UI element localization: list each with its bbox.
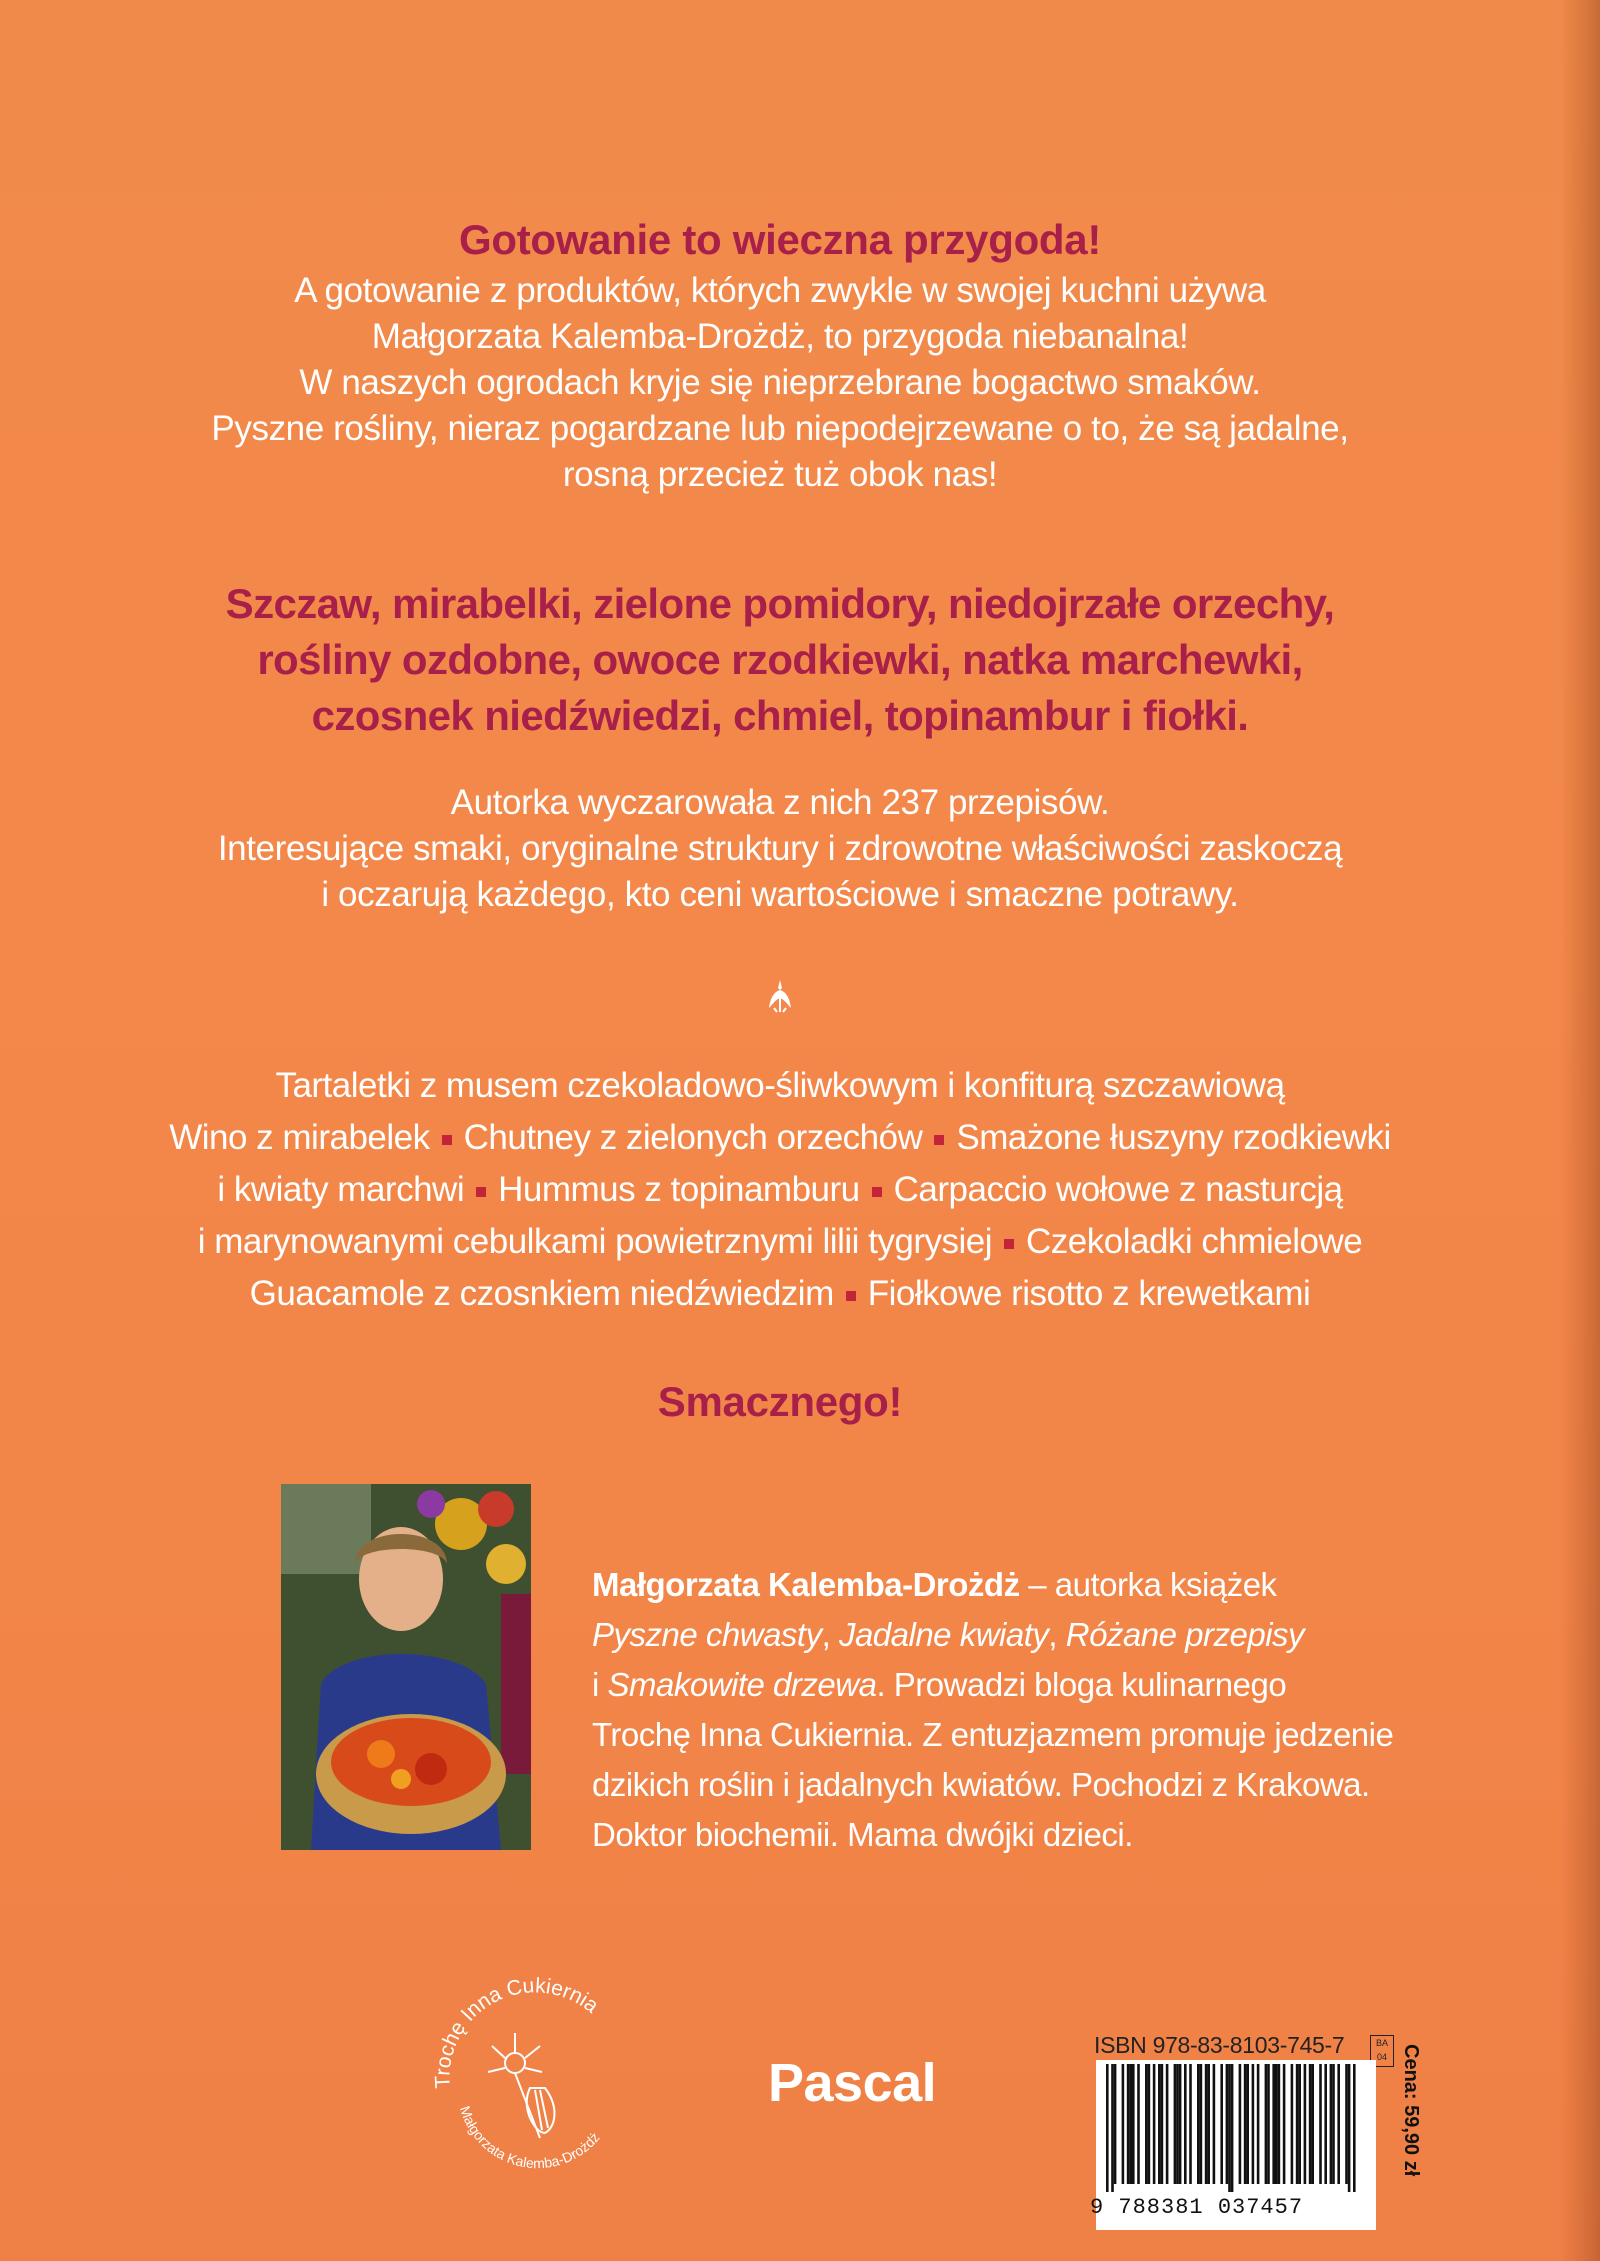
isbn-label: ISBN 978-83-8103-745-7 bbox=[1094, 2032, 1345, 2058]
blog-logo bbox=[420, 1958, 650, 2188]
barcode-bar bbox=[1332, 2064, 1335, 2184]
intro-line: Pyszne rośliny, nieraz pogardzane lub niepodejrzewane o to, że są jadalne, bbox=[211, 409, 1349, 448]
barcode-bar bbox=[1252, 2064, 1255, 2184]
barcode-bar bbox=[1257, 2064, 1260, 2184]
barcode-bar bbox=[1220, 2064, 1223, 2184]
barcode-bar bbox=[1226, 2064, 1229, 2184]
summary-paragraph bbox=[0, 780, 1560, 918]
barcode-bar bbox=[1166, 2064, 1169, 2184]
author-photo bbox=[281, 1484, 531, 1850]
recipe-item: Tartaletki z musem czekoladowo-śliwkowym i konfiturą szczawiową bbox=[275, 1066, 1285, 1105]
barcode-bar bbox=[1176, 2064, 1179, 2184]
recipe-item: Guacamole z czosnkiem niedźwiedzim bbox=[249, 1274, 834, 1313]
barcode-bar bbox=[1179, 2064, 1182, 2184]
bio-text: . Prowadzi bloga kulinarnego bbox=[876, 1666, 1287, 1703]
book-spine-shadow bbox=[1560, 0, 1600, 2261]
intro-section bbox=[0, 212, 1560, 498]
recipe-item: Carpaccio wołowe z nasturcją bbox=[893, 1170, 1343, 1209]
ba-code-text: BA bbox=[1375, 2038, 1388, 2048]
barcode-bar bbox=[1291, 2064, 1294, 2184]
barcode-bar bbox=[1231, 2064, 1234, 2192]
barcode-bar bbox=[1111, 2064, 1114, 2192]
bio-text: – autorka książek bbox=[1019, 1566, 1277, 1603]
ingredients-line: Szczaw, mirabelki, zielone pomidory, niedojrzałe orzechy, bbox=[225, 580, 1335, 627]
recipe-item: Hummus z topinamburu bbox=[498, 1170, 860, 1209]
barcode-bar bbox=[1311, 2064, 1314, 2184]
flower-ornament-icon bbox=[0, 978, 1560, 1019]
recipe-item: Smażone łuszyny rzodkiewki bbox=[956, 1118, 1391, 1157]
barcode-bar bbox=[1127, 2064, 1130, 2184]
barcode-bar bbox=[1122, 2064, 1125, 2184]
intro-line: W naszych ogrodach kryje się nieprzebrane bogactwo smaków. bbox=[299, 363, 1261, 402]
recipe-item: Wino z mirabelek bbox=[169, 1118, 430, 1157]
barcode-bar bbox=[1278, 2064, 1281, 2184]
book-title: Pyszne chwasty bbox=[592, 1616, 822, 1653]
publisher-logo: Pascal bbox=[768, 2053, 937, 2113]
barcode-bar bbox=[1207, 2064, 1210, 2184]
recipes-list bbox=[0, 1060, 1560, 1320]
intro-line: A gotowanie z produktów, których zwykle w swojej kuchni używa bbox=[294, 271, 1266, 310]
barcode-bar bbox=[1132, 2064, 1135, 2184]
barcode-bar bbox=[1348, 2064, 1351, 2192]
barcode-bar bbox=[1200, 2064, 1203, 2184]
barcode-bar bbox=[1244, 2064, 1247, 2184]
barcode-bar bbox=[1267, 2064, 1270, 2184]
recipe-item: Chutney z zielonych orzechów bbox=[463, 1118, 923, 1157]
recipe-item: i kwiaty marchwi bbox=[217, 1170, 465, 1209]
bio-text: dzikich roślin i jadalnych kwiatów. Pochodzi z Krakowa. bbox=[592, 1766, 1370, 1803]
barcode-bar bbox=[1324, 2064, 1327, 2184]
recipe-item: Czekoladki chmielowe bbox=[1026, 1222, 1363, 1261]
barcode-bar bbox=[1275, 2064, 1278, 2184]
separator-square-icon bbox=[934, 1135, 944, 1145]
barcode-bar bbox=[1189, 2064, 1192, 2184]
author-name: Małgorzata Kalemba-Drożdż bbox=[592, 1566, 1020, 1603]
barcode-bar bbox=[1337, 2064, 1340, 2184]
book-title: Jadalne kwiaty bbox=[838, 1616, 1049, 1653]
barcode-bar bbox=[1174, 2064, 1177, 2184]
whisk-flower-icon bbox=[488, 2033, 554, 2138]
intro-line: rosną przecież tuż obok nas! bbox=[562, 455, 998, 494]
barcode-bar bbox=[1213, 2064, 1216, 2184]
barcode-bar bbox=[1239, 2064, 1242, 2184]
barcode-bar bbox=[1129, 2064, 1132, 2184]
barcode-bar bbox=[1228, 2064, 1231, 2192]
book-title: Różane przepisy bbox=[1065, 1616, 1305, 1653]
barcode-bar bbox=[1265, 2064, 1268, 2184]
barcode-bar bbox=[1197, 2064, 1200, 2184]
separator-square-icon bbox=[442, 1135, 452, 1145]
barcode-bar bbox=[1114, 2064, 1117, 2184]
ba-code-text: 04 bbox=[1376, 2052, 1387, 2062]
intro-line: Małgorzata Kalemba-Drożdż, to przygoda niebanalna! bbox=[371, 317, 1189, 356]
barcode-bar bbox=[1298, 2064, 1301, 2184]
barcode-bar bbox=[1106, 2064, 1109, 2192]
logo-bottom-text: Małgorzata Kalemba-Drożdż bbox=[456, 2103, 603, 2172]
barcode-bar bbox=[1246, 2064, 1249, 2184]
barcode-bar bbox=[1148, 2064, 1151, 2184]
logo-top-text: Trochę Inna Cukiernia bbox=[431, 1974, 603, 2089]
ingredients-list bbox=[0, 576, 1560, 744]
separator-square-icon bbox=[872, 1187, 882, 1197]
barcode-bar bbox=[1137, 2064, 1140, 2184]
barcode-bar bbox=[1319, 2064, 1322, 2184]
price-label bbox=[1385, 2040, 1422, 2230]
barcode-bar bbox=[1330, 2064, 1333, 2184]
barcode-bar bbox=[1345, 2064, 1348, 2184]
intro-paragraph bbox=[0, 268, 1560, 498]
barcode-digits: 9 788381 037457 bbox=[1090, 2195, 1304, 2220]
summary-line: Autorka wyczarowała z nich 237 przepisów. bbox=[450, 783, 1110, 822]
ingredients-line: czosnek niedźwiedzi, chmiel, topinambur i fiołki. bbox=[311, 692, 1249, 739]
ingredients-line: rośliny ozdobne, owoce rzodkiewki, natka marchewki, bbox=[257, 636, 1303, 683]
barcode-bar bbox=[1353, 2064, 1356, 2192]
barcode-bar bbox=[1272, 2064, 1275, 2184]
recipe-item: Fiołkowe risotto z krewetkami bbox=[867, 1274, 1311, 1313]
barcode-bar bbox=[1205, 2064, 1208, 2184]
bio-text: i bbox=[592, 1666, 608, 1703]
separator-square-icon bbox=[1004, 1239, 1014, 1249]
bio-text: Doktor biochemii. Mama dwójki dzieci. bbox=[592, 1816, 1133, 1853]
summary-line: i oczarują każdego, kto ceni wartościowe i smaczne potrawy. bbox=[321, 875, 1239, 914]
barcode-bar bbox=[1304, 2064, 1307, 2184]
closing-heading: Smacznego! bbox=[657, 1378, 903, 1425]
barcode-bar bbox=[1296, 2064, 1299, 2184]
author-bio: Małgorzata Kalemba-Drożdż – autorka książek Pyszne chwasty, Jadalne kwiaty, Różane przepisy i Smakowite drzewa. Prowadzi bloga kulinarnego Trochę Inna Cukiernia. Z entuzjazmem promuje jedzenie dzikich roślin i jadalnych kwiatów. Pochodzi z Krakowa. Doktor biochemii. Mama dwójki dzieci. bbox=[592, 1560, 1412, 1860]
intro-heading: Gotowanie to wieczna przygoda! bbox=[458, 216, 1102, 263]
bio-text: Trochę Inna Cukiernia. Z entuzjazmem promuje jedzenie bbox=[592, 1716, 1394, 1753]
barcode-bar bbox=[1283, 2064, 1286, 2184]
separator-square-icon bbox=[846, 1291, 856, 1301]
barcode-bar bbox=[1309, 2064, 1312, 2184]
recipe-item: i marynowanymi cebulkami powietrznymi lilii tygrysiej bbox=[197, 1222, 992, 1261]
book-title: Smakowite drzewa bbox=[607, 1666, 877, 1703]
barcode-bar bbox=[1184, 2064, 1187, 2184]
barcode-bar bbox=[1158, 2064, 1161, 2184]
barcode-bar bbox=[1161, 2064, 1164, 2184]
summary-line: Interesujące smaki, oryginalne struktury i zdrowotne właściwości zaskoczą bbox=[217, 829, 1343, 868]
barcode-bar bbox=[1153, 2064, 1156, 2184]
barcode-bar bbox=[1145, 2064, 1148, 2184]
separator-square-icon bbox=[476, 1187, 486, 1197]
price-text: Cena: 59,90 zł bbox=[1400, 2044, 1422, 2177]
